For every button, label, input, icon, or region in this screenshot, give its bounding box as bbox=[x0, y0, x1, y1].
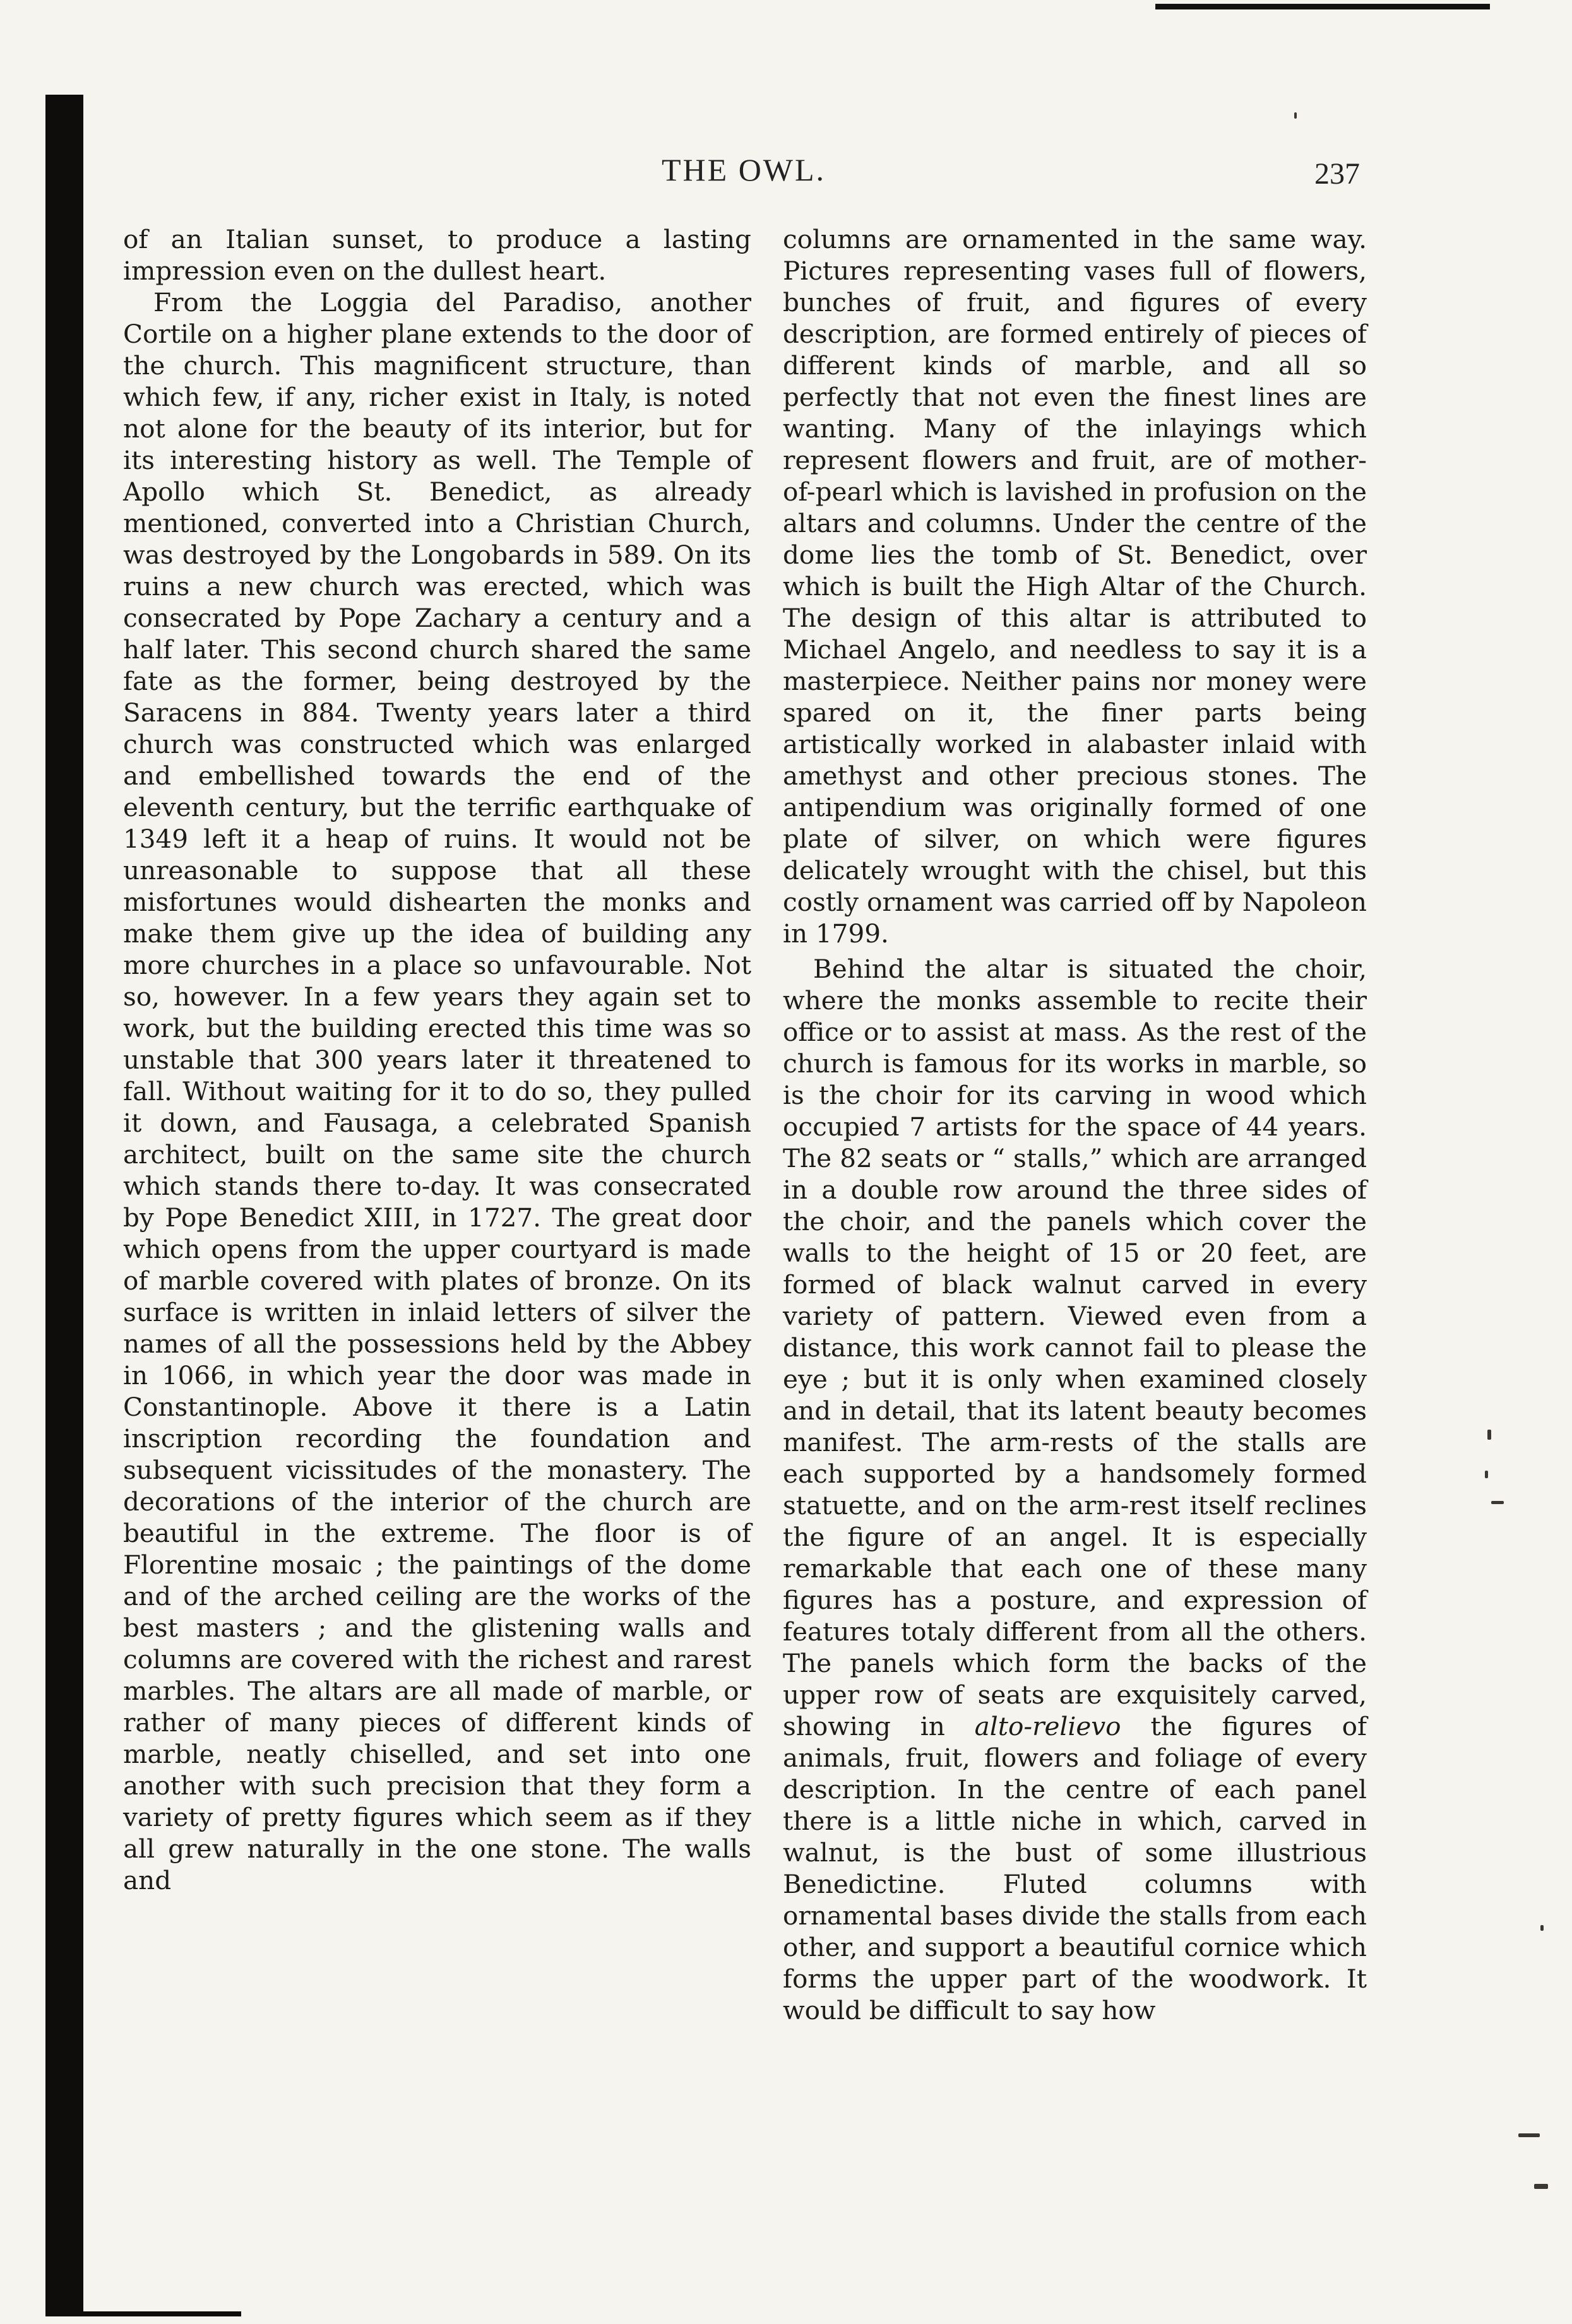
top-edge-rule bbox=[1155, 4, 1490, 9]
left-column bbox=[123, 223, 751, 1896]
right-column bbox=[783, 223, 1367, 2026]
scan-speck bbox=[1534, 2184, 1548, 2189]
paragraph: of an Italian sunset, to produce a lasting impression even on the dullest heart. bbox=[123, 224, 751, 286]
italic-term: alto-relievo bbox=[974, 1711, 1121, 1741]
scan-speck bbox=[1485, 1471, 1488, 1478]
paragraph: columns are ornamented in the same way. Pictures representing vases full of flowers, bunches of fruit, and figures of every description, are formed entirely of pieces of different kinds of marble, and all so perfectly that not even the finest lines are wanting. Many of the inlayings which represent flowers and fruit, are of mother-of-pearl which is lavished in profusion on the altars and columns. Under the centre of the dome lies the tomb of St. Benedict, over which is built the High Altar of the Church. The design of this altar is attributed to Michael Angelo, and needless to say it is a masterpiece. Neither pains nor money were spared on it, the finer parts being artistically worked in alabaster inlaid with amethyst and other precious stones. The antipendium was originally formed of one plate of silver, on which were figures delicately wrought with the chisel, but this costly ornament was carried off by Napoleon in 1799. bbox=[783, 224, 1367, 949]
scan-speck bbox=[1491, 1501, 1504, 1504]
paragraph: From the Loggia del Paradiso, another Cortile on a higher plane extends to the door of the church. This magnificent structure, than which few, if any, richer exist in Italy, is noted not alone for the beauty of its interior, but for its interesting history as well. The Temple of Apollo which St. Benedict, as already mentioned, converted into a Christian Church, was destroyed by the Longobards in 589. On its ruins a new church was erected, which was consecrated by Pope Zachary a century and a half later. This second church shared the same fate as the former, being destroyed by the Saracens in 884. Twenty years later a third church was constructed which was enlarged and embellished towards the end of the eleventh century, but the terrific earthquake of 1349 left it a heap of ruins. It would not be unreasonable to suppose that all these misfortunes would dishearten the monks and make them give up the idea of building any more churches in a place so unfavourable. Not so, however. In a few years they again set to work, but the building erected this time was so unstable that 300 years later it threatened to fall. Without waiting for it to do so, they pulled it down, and Fausaga, a celebrated Spanish architect, built on the same site the church which stands there to-day. It was consecrated by Pope Benedict XIII, in 1727. The great door which opens from the upper courtyard is made of marble covered with plates of bronze. On its surface is written in inlaid letters of silver the names of all the possessions held by the Abbey in 1066, in which year the door was made in Constantinople. Above it there is a Latin inscription recording the foundation and subsequent vicissitudes of the monastery. The decorations of the interior of the church are beautiful in the extreme. The floor is of Florentine mosaic ; the paintings of the dome and of the arched ceiling are the works of the best masters ; and the glistening walls and columns are covered with the richest and rarest marbles. The altars are all made of marble, or rather of many pieces of different kinds of marble, neatly chiselled, and set into one another with such precision that they form a variety of pretty figures which seem as if they all grew naturally in the one stone. The walls and bbox=[123, 287, 751, 1895]
running-header: THE OWL. bbox=[662, 152, 826, 187]
paragraph-text: Behind the altar is situated the choir, where the monks assemble to recite their office or to assist at mass. As the rest of the church is famous for its works in marble, so is the choir for its carving in wood which occupied 7 artists for the space of 44 years. The 82 seats or “ stalls,” which are arranged in a double row around the three sides of the choir, and the panels which cover the walls to the height of 15 or 20 feet, are formed of black walnut carved in every variety of pattern. Viewed even from a distance, this work cannot fail to please the eye ; but it is only when examined closely and in detail, that its latent beauty becomes manifest. The arm-rests of the stalls are each supported by a handsomely formed statuette, and on the arm-rest itself reclines the figure of an angel. It is especially remarkable that each one of these many figures has a posture, and expression of features totaly different from all the others. The panels which form the backs of the upper row of seats are exquisitely carved, showing in bbox=[783, 954, 1367, 1741]
paragraph bbox=[783, 953, 1367, 2026]
scan-speck bbox=[1518, 2133, 1540, 2137]
scan-speck bbox=[1487, 1430, 1491, 1440]
scan-speck bbox=[1540, 1925, 1544, 1931]
scan-speck bbox=[1294, 112, 1297, 119]
bottom-shadow bbox=[83, 2311, 241, 2316]
binding-shadow bbox=[45, 95, 83, 2316]
paragraph-text: the figures of animals, fruit, flowers and foliage of every description. In the centre of each panel there is a little niche in which, carved in walnut, is the bust of some illustrious Benedictine. Fluted columns with ornamental bases divide the stalls from each other, and support a beautiful cornice which forms the upper part of the woodwork. It would be difficult to say how bbox=[783, 1711, 1367, 2025]
page-number: 237 bbox=[1314, 157, 1360, 191]
